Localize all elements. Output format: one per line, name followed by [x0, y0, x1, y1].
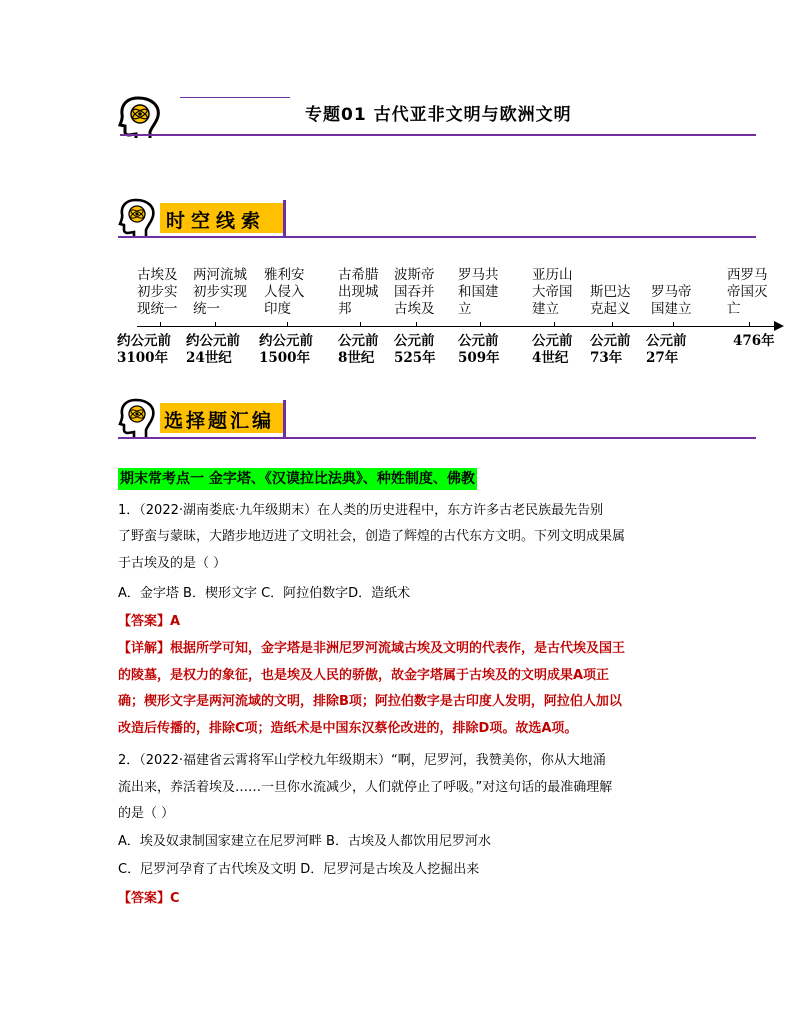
- q1-detail: 的陵墓，是权力的象征，也是埃及人民的骄傲，故金字塔属于古埃及的文明成果A项正: [118, 668, 610, 683]
- timeline-date: 公元前 525年: [394, 333, 436, 366]
- header-divider: [120, 134, 756, 136]
- timeline-event: 罗马共 和国建 立: [458, 267, 499, 317]
- section-choice-title: 选择题汇编: [164, 410, 275, 432]
- timeline-event: 古埃及 初步实 现统一: [137, 267, 178, 317]
- q1-line: 1．（2022·湖南娄底·九年级期末）在人类的历史进程中，东方许多古老民族最先告别: [118, 503, 604, 518]
- q1-detail: 改造后传播的，排除C项；造纸术是中国东汉蔡伦改进的，排除D项。故选A项。: [118, 721, 578, 736]
- timeline-date: 公元前 8世纪: [338, 333, 379, 366]
- timeline-date: 公元前 27年: [646, 333, 687, 366]
- timeline-date: 约公元前 24世纪: [186, 333, 240, 366]
- timeline-tick: [673, 322, 674, 327]
- section-choice-tick: [283, 400, 286, 438]
- timeline-event: 两河流城 初步实现 统一: [193, 267, 247, 317]
- section-timeline-tick: [283, 200, 286, 238]
- section-brain-icon: [118, 397, 158, 437]
- q1-detail: 【详解】根据所学可知，金字塔是非洲尼罗河流域古埃及文明的代表作，是古代埃及国王: [118, 641, 626, 656]
- timeline-event: 西罗马 帝国灭 亡: [727, 267, 768, 317]
- q2-options-ab: A．埃及奴隶制国家建立在尼罗河畔 B．古埃及人都饮用尼罗河水: [118, 834, 491, 849]
- timeline-tick: [160, 322, 161, 327]
- timeline-tick: [287, 322, 288, 327]
- timeline-date: 约公元前 1500年: [259, 333, 313, 366]
- timeline-event: 古希腊 出现城 邦: [338, 267, 379, 317]
- timeline-event: 雅利安 人侵入 印度: [264, 267, 305, 317]
- q1-line: 于古埃及的是（ ）: [118, 556, 227, 571]
- timeline-tick: [749, 322, 750, 327]
- timeline-tick: [480, 322, 481, 327]
- q2-options-cd: C．尼罗河孕育了古代埃及文明 D．尼罗河是古埃及人挖掘出来: [118, 862, 480, 877]
- timeline-date: 公元前 73年: [590, 333, 631, 366]
- brain-atom-logo-icon: [118, 94, 166, 138]
- section-choice-line: [118, 437, 756, 439]
- q2-line: 流出来，养活着埃及……一旦你水流减少，人们就停止了呼吸。”对这句话的最准确理解: [118, 780, 613, 795]
- timeline-date: 476年: [733, 333, 775, 349]
- timeline-tick: [416, 322, 417, 327]
- q1-detail: 确；楔形文字是两河流域的文明，排除B项；阿拉伯数字是古印度人发明，阿拉伯人加以: [118, 694, 622, 709]
- section-timeline-title: 时空线索: [166, 210, 267, 232]
- q2-line: 的是（ ）: [118, 806, 175, 821]
- timeline-tick: [612, 322, 613, 327]
- section-timeline-line: [118, 236, 756, 238]
- timeline-event: 波斯帝 国吞并 古埃及: [394, 267, 435, 317]
- timeline-event: 斯巴达 克起义: [590, 284, 631, 317]
- timeline-event: 罗马帝 国建立: [651, 284, 692, 317]
- topic-highlight: 期末常考点一 金字塔、《汉谟拉比法典》、种姓制度、佛教: [118, 468, 477, 490]
- timeline-event: 亚历山 大帝国 建立: [532, 267, 573, 317]
- timeline-tick: [554, 322, 555, 327]
- header-accent-line: [180, 97, 290, 98]
- timeline-axis: [137, 326, 777, 327]
- page-title: 专题01 古代亚非文明与欧洲文明: [305, 105, 572, 125]
- q1-answer: 【答案】A: [118, 614, 181, 629]
- timeline-arrow-icon: [774, 321, 784, 331]
- timeline-tick: [360, 322, 361, 327]
- q1-line: 了野蛮与蒙昧，大踏步地迈进了文明社会，创造了辉煌的古代东方文明。下列文明成果属: [118, 529, 626, 544]
- timeline-date: 公元前 509年: [458, 333, 500, 366]
- q1-options: A．金字塔 B．楔形文字 C．阿拉伯数字D．造纸术: [118, 586, 411, 601]
- q2-line: 2．（2022·福建省云霄将军山学校九年级期末）“啊，尼罗河，我赞美你，你从大地涌: [118, 753, 606, 768]
- q2-answer: 【答案】C: [118, 891, 180, 906]
- timeline-date: 公元前 4世纪: [532, 333, 573, 366]
- section-brain-icon: [118, 197, 158, 237]
- timeline-date: 约公元前 3100年: [117, 333, 171, 366]
- timeline-tick: [215, 322, 216, 327]
